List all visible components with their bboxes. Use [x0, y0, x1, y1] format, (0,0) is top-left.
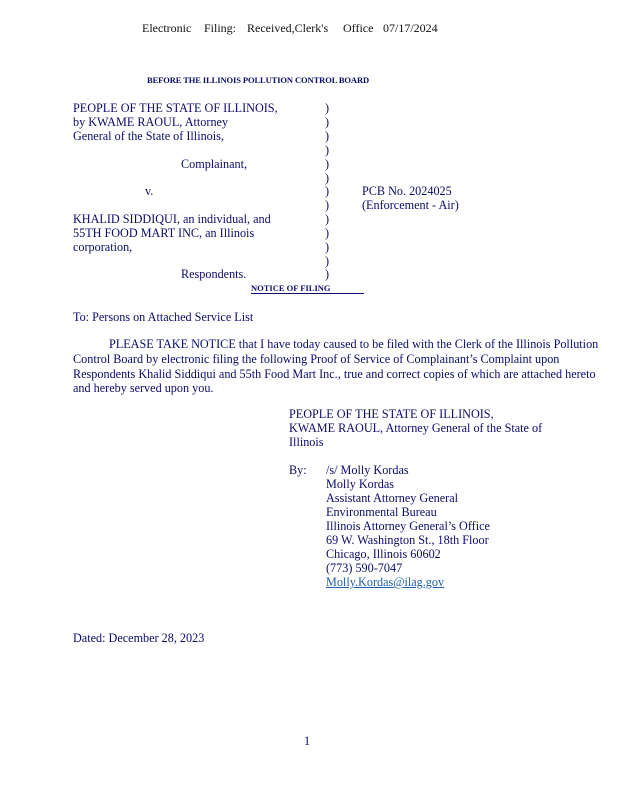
respondent-label: Respondents. — [181, 267, 247, 281]
respondent-line-2: 55TH FOOD MART INC, an Illinois — [73, 226, 255, 240]
signer-office: Illinois Attorney General’s Office — [326, 519, 490, 533]
caption-paren: ) — [325, 129, 330, 143]
filing-stamp-electronic: Electronic — [142, 21, 192, 35]
respondent-line-1: KHALID SIDDIQUI, an individual, and — [73, 212, 271, 226]
dated-line: Dated: December 28, 2023 — [73, 631, 205, 645]
caption-paren: ) — [325, 198, 330, 212]
signer-phone: (773) 590-7047 — [326, 561, 403, 575]
filing-stamp-date: 07/17/2024 — [383, 21, 438, 35]
filing-stamp-received: Received,Clerk's — [247, 21, 329, 35]
caption-paren: ) — [325, 157, 330, 171]
electronic-signature: /s/ Molly Kordas — [326, 463, 409, 477]
case-number: PCB No. 2024025 — [362, 184, 452, 198]
signature-party-line-3: Illinois — [289, 435, 324, 449]
complainant-line-3: General of the State of Illinois, — [73, 129, 224, 143]
filing-stamp-office: Office — [343, 21, 374, 35]
respondent-line-3: corporation, — [73, 240, 133, 254]
signer-city: Chicago, Illinois 60602 — [326, 547, 441, 561]
notice-paragraph: PLEASE TAKE NOTICE that I have today caused to be filed with the Clerk of the Illinois Pollution Control Board by electronic filing the following Proof of Service of Complainant’s Complaint upon Respondents Khalid Siddiqui and 55th Food Mart Inc., true and correct copies of which are attached hereto and hereby served upon you. — [73, 337, 599, 396]
caption-paren: ) — [325, 143, 330, 157]
signer-title: Assistant Attorney General — [326, 491, 459, 505]
notice-title: NOTICE OF FILING — [251, 283, 331, 293]
caption-paren: ) — [325, 212, 330, 226]
caption-paren: ) — [325, 184, 330, 198]
page-number: 1 — [304, 734, 311, 748]
signer-email-link[interactable]: Molly.Kordas@ilag.gov — [326, 575, 445, 589]
complainant-line-2: by KWAME RAOUL, Attorney — [73, 115, 229, 129]
by-label: By: — [289, 463, 307, 477]
versus-label: v. — [145, 184, 154, 198]
caption-paren: ) — [325, 115, 330, 129]
signer-bureau: Environmental Bureau — [326, 505, 437, 519]
complainant-label: Complainant, — [181, 157, 248, 171]
signature-party-line-2: KWAME RAOUL, Attorney General of the State of — [289, 421, 543, 435]
notice-title-underline — [251, 293, 364, 294]
complainant-line-1: PEOPLE OF THE STATE OF ILLINOIS, — [73, 101, 278, 115]
caption-paren: ) — [325, 171, 330, 185]
caption-paren: ) — [325, 254, 330, 268]
to-line: To: Persons on Attached Service List — [73, 310, 254, 324]
caption-paren: ) — [325, 240, 330, 254]
signer-name: Molly Kordas — [326, 477, 395, 491]
caption-paren: ) — [325, 226, 330, 240]
case-type: (Enforcement - Air) — [362, 198, 459, 212]
board-title: BEFORE THE ILLINOIS POLLUTION CONTROL BOARD — [147, 75, 370, 85]
caption-paren: ) — [325, 267, 330, 281]
signature-party-line-1: PEOPLE OF THE STATE OF ILLINOIS, — [289, 407, 494, 421]
signer-street: 69 W. Washington St., 18th Floor — [326, 533, 489, 547]
caption-paren: ) — [325, 101, 330, 115]
filing-stamp-filing: Filing: — [204, 21, 237, 35]
